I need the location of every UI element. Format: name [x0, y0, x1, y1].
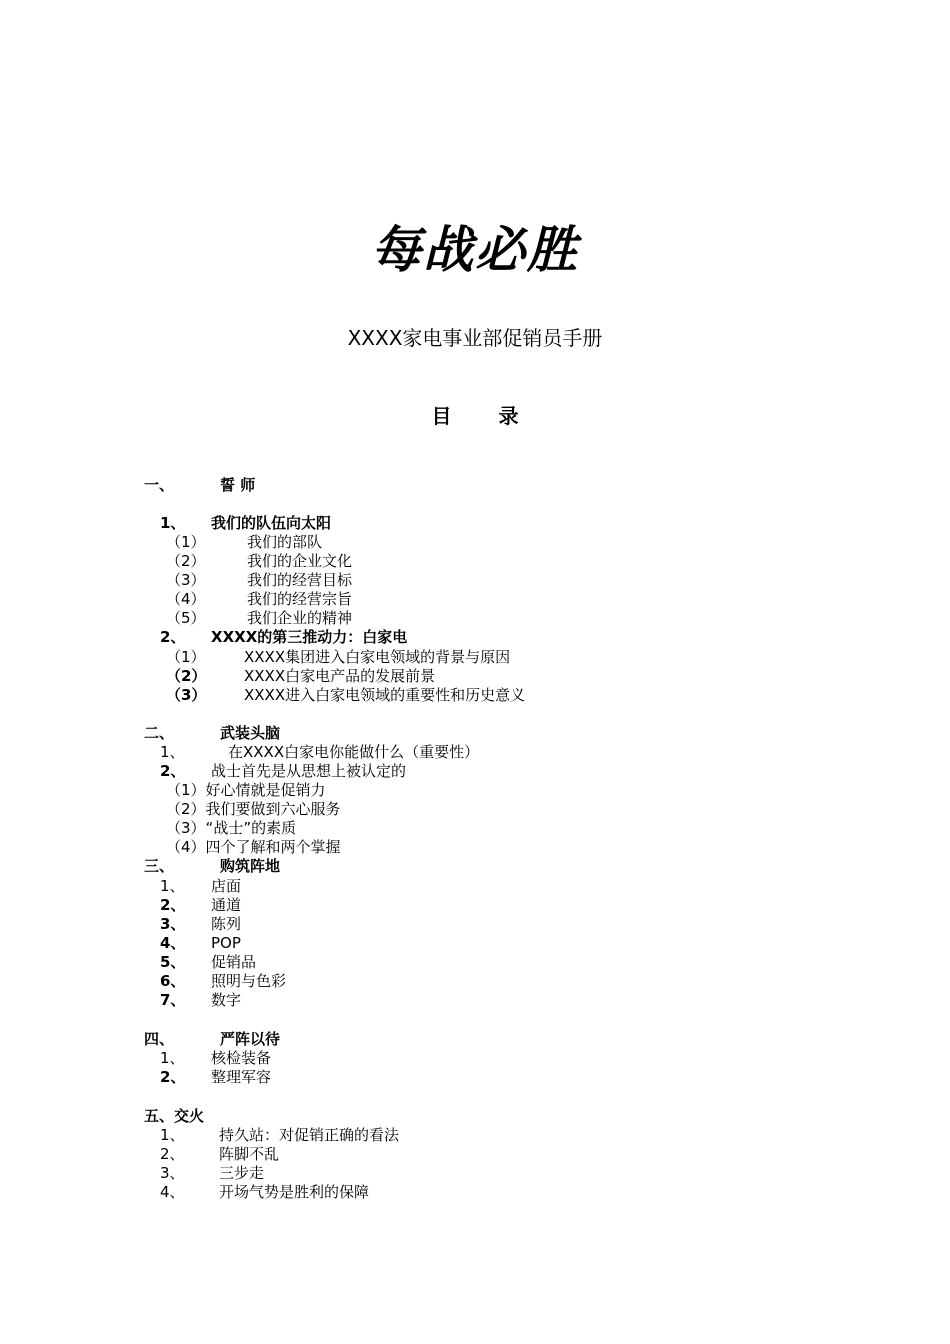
- toc-section-title: 誓 师: [220, 476, 256, 494]
- toc-subitem: （1）好心情就是促销力: [166, 781, 326, 799]
- toc-item-title: 促销品: [211, 953, 257, 971]
- toc-section-number: 三、: [144, 857, 175, 875]
- toc-subitem-number: （2）: [166, 552, 206, 570]
- toc-subitem-number: （5）: [166, 609, 206, 627]
- toc-item-number: 4、: [160, 934, 186, 952]
- toc-section-title: 武装头脑: [220, 724, 281, 742]
- toc-subitem-title: XXXX白家电产品的发展前景: [244, 667, 436, 685]
- subtitle: XXXX家电事业部促销员手册: [347, 326, 603, 350]
- toc-item-number: 2、: [160, 1145, 185, 1163]
- main-title: 每战必胜: [371, 220, 579, 279]
- toc-section-title: 严阵以待: [220, 1030, 281, 1048]
- toc-item-number: 2、: [160, 628, 186, 646]
- toc-subitem-title: 我们的经营宗旨: [247, 590, 353, 608]
- toc-item-title: 通道: [211, 896, 242, 914]
- toc-item-number: 1、: [160, 1126, 185, 1144]
- toc-section-number: 一、: [144, 476, 175, 494]
- toc-subitem-number: （1）: [166, 533, 206, 551]
- toc-subitem-title: 我们的企业文化: [247, 552, 353, 570]
- toc-item-number: 1、: [160, 1049, 185, 1067]
- toc-item-title: 持久站：对促销正确的看法: [219, 1126, 400, 1144]
- toc-item-number: 1、: [160, 514, 186, 532]
- toc-subitem-title: 我们企业的精神: [247, 609, 353, 627]
- toc-subitem: （2）我们要做到六心服务: [166, 800, 341, 818]
- toc-item-number: 5、: [160, 953, 186, 971]
- toc-item-title: XXXX的第三推动力：白家电: [211, 628, 408, 646]
- toc-item-number: 2、: [160, 896, 186, 914]
- toc-item-number: 7、: [160, 991, 186, 1009]
- toc-subitem-title: XXXX集团进入白家电领域的背景与原因: [244, 648, 511, 666]
- toc-item-title: POP: [211, 934, 241, 952]
- toc-item-title: 三步走: [219, 1164, 265, 1182]
- toc-subitem-number: （3）: [166, 571, 206, 589]
- toc-item-number: 2、: [160, 1068, 186, 1086]
- toc-section-number: 四、: [144, 1030, 175, 1048]
- toc-subitem-title: XXXX进入白家电领域的重要性和历史意义: [244, 686, 526, 704]
- toc-item-title: 阵脚不乱: [219, 1145, 280, 1163]
- toc-item-title: 战士首先是从思想上被认定的: [211, 762, 407, 780]
- toc-item-number: 6、: [160, 972, 186, 990]
- toc-item-title: 数字: [211, 991, 242, 1009]
- toc-item-title: 开场气势是胜利的保障: [219, 1183, 370, 1201]
- toc-item-title: 店面: [211, 877, 242, 895]
- toc-item-title: 在XXXX白家电你能做什么（重要性）: [228, 743, 480, 761]
- toc-subitem-title: 我们的经营目标: [247, 571, 353, 589]
- toc-item-number: 3、: [160, 915, 186, 933]
- toc-subitem: （4）四个了解和两个掌握: [166, 838, 341, 856]
- toc-item-number: 1、: [160, 743, 185, 761]
- toc-item-number: 4、: [160, 1183, 185, 1201]
- toc-item-title: 核检装备: [211, 1049, 272, 1067]
- toc-subitem: （3）“战士”的素质: [166, 819, 297, 837]
- toc-item-number: 1、: [160, 877, 185, 895]
- toc-item-number: 2、: [160, 762, 186, 780]
- toc-section-number: 二、: [144, 724, 175, 742]
- toc-subitem-title: 我们的部队: [247, 533, 323, 551]
- toc-section-title: 五、交火: [144, 1107, 205, 1125]
- toc-section-title: 购筑阵地: [220, 857, 281, 875]
- toc-subitem-number: （4）: [166, 590, 206, 608]
- toc-item-title: 陈列: [211, 915, 242, 933]
- toc-subitem-number: （1）: [166, 648, 206, 666]
- toc-subitem-number: （3）: [166, 686, 207, 704]
- toc-item-number: 3、: [160, 1164, 185, 1182]
- toc-heading: 目 录: [431, 404, 539, 428]
- toc-item-title: 照明与色彩: [211, 972, 287, 990]
- toc-item-title: 整理军容: [211, 1068, 272, 1086]
- toc-subitem-number: （2）: [166, 667, 207, 685]
- toc-item-title: 我们的队伍向太阳: [211, 514, 332, 532]
